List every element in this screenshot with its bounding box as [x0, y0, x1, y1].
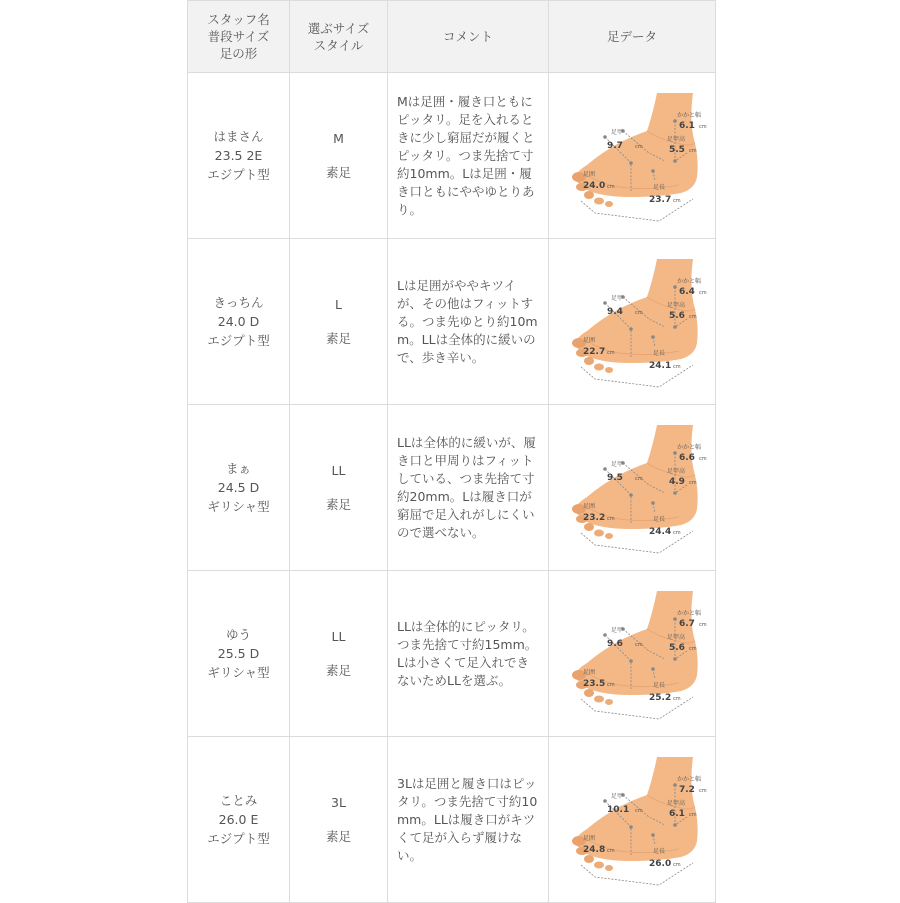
- staff-cell: [188, 405, 290, 571]
- heel-width-label: かかと幅: [677, 112, 702, 119]
- unit-label: cm: [635, 310, 643, 316]
- foot-data-cell: [549, 405, 716, 571]
- foot-shape: エジプト型: [207, 333, 270, 348]
- unit-label: cm: [689, 646, 697, 652]
- instep-label: 足甲: [611, 295, 624, 302]
- heel-width-value: 6.6: [679, 453, 695, 463]
- foot-height-value: 4.9: [669, 477, 685, 487]
- staff-name: まぁ: [225, 461, 251, 476]
- girth-value: 24.8: [583, 845, 606, 855]
- table-row: [188, 239, 716, 405]
- style: 素足: [325, 829, 351, 844]
- heel-width-label: かかと幅: [677, 610, 702, 617]
- heel-width-value: 6.4: [679, 287, 695, 297]
- usual-size: 26.0 E: [218, 812, 259, 827]
- foot-data-cell: [549, 571, 716, 737]
- staff-name: ことみ: [219, 793, 258, 808]
- size-style-cell: [290, 73, 388, 239]
- instep-label: 足甲: [611, 793, 624, 800]
- instep-label: 足甲: [611, 627, 624, 634]
- style: 素足: [325, 331, 351, 346]
- staff-cell: [188, 737, 290, 903]
- foot-height-value: 6.1: [669, 809, 685, 819]
- table-row: [188, 73, 716, 239]
- comment-cell: [388, 737, 549, 903]
- length-value: 24.1: [649, 361, 672, 371]
- instep-label: 足甲: [611, 461, 624, 468]
- staff-cell: [188, 239, 290, 405]
- unit-label: cm: [689, 480, 697, 486]
- unit-label: cm: [689, 812, 697, 818]
- length-value: 26.0: [649, 859, 672, 869]
- size-style-cell: [290, 405, 388, 571]
- unit-label: cm: [607, 848, 615, 854]
- staff-name: ゆう: [225, 627, 251, 642]
- foot-height-label: 足甲高: [667, 800, 686, 807]
- foot-shape: ギリシャ型: [207, 665, 270, 680]
- size-style-cell: [290, 737, 388, 903]
- unit-label: cm: [673, 364, 681, 370]
- unit-label: cm: [607, 516, 615, 522]
- usual-size: 25.5 D: [217, 646, 260, 661]
- unit-label: cm: [699, 788, 707, 794]
- instep-value: 9.5: [607, 473, 623, 483]
- style: 素足: [325, 663, 351, 678]
- unit-label: cm: [607, 682, 615, 688]
- table-row: [188, 571, 716, 737]
- instep-value: 10.1: [607, 805, 630, 815]
- girth-value: 22.7: [583, 347, 606, 357]
- comment-text: Mは足囲・履き口ともにピッタリ。足を入れるときに少し窮屈だが履くとピッタリ。つま先捨て寸約10mm。Lは足囲・履き口ともにややゆとりあり。: [397, 93, 535, 217]
- chosen-size: LL: [331, 463, 346, 478]
- unit-label: cm: [689, 314, 697, 320]
- foot-data-cell: [549, 737, 716, 903]
- instep-label: 足甲: [611, 129, 624, 136]
- chosen-size: L: [335, 297, 342, 312]
- unit-label: cm: [699, 290, 707, 296]
- length-label: 足長: [653, 350, 666, 357]
- header-foot-data: 足データ: [549, 1, 716, 73]
- length-value: 25.2: [649, 693, 672, 703]
- unit-label: cm: [607, 350, 615, 356]
- girth-value: 23.5: [583, 679, 606, 689]
- comment-text: 3Lは足囲と履き口はピッタリ。つま先捨て寸約10mm。LLは履き口がキツくて足が入らず履けない。: [397, 775, 538, 863]
- girth-label: 足囲: [583, 669, 596, 676]
- heel-width-value: 6.7: [679, 619, 695, 629]
- heel-width-label: かかと幅: [677, 278, 702, 285]
- table-row: [188, 737, 716, 903]
- length-label: 足長: [653, 682, 666, 689]
- chosen-size: 3L: [331, 795, 346, 810]
- comment-text: LLは全体的に緩いが、履き口と甲周りはフィットしている、つま先捨て寸約20mm。Lは履き口が窮屈で足入れがしにくいので選べない。: [397, 434, 536, 540]
- length-value: 23.7: [649, 195, 672, 205]
- girth-label: 足囲: [583, 171, 596, 178]
- chosen-size: LL: [331, 629, 346, 644]
- length-label: 足長: [653, 848, 666, 855]
- comment-cell: [388, 405, 549, 571]
- usual-size: 24.5 D: [217, 480, 260, 495]
- instep-value: 9.4: [607, 307, 623, 317]
- style: 素足: [325, 165, 351, 180]
- unit-label: cm: [699, 124, 707, 130]
- size-style-cell: [290, 571, 388, 737]
- foot-shape: エジプト型: [207, 831, 270, 846]
- instep-value: 9.7: [607, 141, 623, 151]
- unit-label: cm: [673, 198, 681, 204]
- staff-cell: [188, 73, 290, 239]
- foot-height-label: 足甲高: [667, 468, 686, 475]
- foot-height-value: 5.6: [669, 311, 685, 321]
- foot-shape: エジプト型: [207, 167, 270, 182]
- girth-value: 24.0: [583, 181, 606, 191]
- staff-cell: [188, 571, 290, 737]
- length-value: 24.4: [649, 527, 672, 537]
- foot-height-label: 足甲高: [667, 136, 686, 143]
- unit-label: cm: [673, 530, 681, 536]
- heel-width-value: 7.2: [679, 785, 695, 795]
- foot-height-label: 足甲高: [667, 302, 686, 309]
- staff-name: はまさん: [213, 129, 264, 144]
- size-comparison-table: [187, 0, 716, 903]
- foot-height-label: 足甲高: [667, 634, 686, 641]
- unit-label: cm: [673, 862, 681, 868]
- unit-label: cm: [673, 696, 681, 702]
- girth-label: 足囲: [583, 503, 596, 510]
- unit-label: cm: [699, 622, 707, 628]
- unit-label: cm: [607, 184, 615, 190]
- usual-size: 23.5 2E: [214, 148, 263, 163]
- foot-height-value: 5.5: [669, 145, 685, 155]
- unit-label: cm: [635, 476, 643, 482]
- staff-name: きっちん: [213, 295, 264, 310]
- instep-value: 9.6: [607, 639, 623, 649]
- unit-label: cm: [635, 808, 643, 814]
- header-comment: コメント: [388, 1, 549, 73]
- girth-label: 足囲: [583, 337, 596, 344]
- comment-text: Lは足囲がややキツイが、その他はフィットする。つま先ゆとり約10mm。LLは全体的に緩いので、歩き辛い。: [397, 277, 538, 365]
- heel-width-label: かかと幅: [677, 776, 702, 783]
- girth-value: 23.2: [583, 513, 606, 523]
- chosen-size: M: [333, 131, 344, 146]
- unit-label: cm: [689, 148, 697, 154]
- heel-width-label: かかと幅: [677, 444, 702, 451]
- foot-height-value: 5.6: [669, 643, 685, 653]
- comment-cell: [388, 571, 549, 737]
- usual-size: 24.0 D: [217, 314, 260, 329]
- girth-label: 足囲: [583, 835, 596, 842]
- unit-label: cm: [699, 456, 707, 462]
- foot-data-cell: [549, 239, 716, 405]
- foot-data-cell: [549, 73, 716, 239]
- comment-cell: [388, 239, 549, 405]
- unit-label: cm: [635, 642, 643, 648]
- table-row: [188, 405, 716, 571]
- header-size-style: 選ぶサイズ スタイル: [290, 1, 388, 73]
- length-label: 足長: [653, 516, 666, 523]
- length-label: 足長: [653, 184, 666, 191]
- style: 素足: [325, 497, 351, 512]
- unit-label: cm: [635, 144, 643, 150]
- foot-shape: ギリシャ型: [207, 499, 270, 514]
- comment-cell: [388, 73, 549, 239]
- heel-width-value: 6.1: [679, 121, 695, 131]
- table-header-row: [188, 1, 716, 73]
- comment-text: LLは全体的にピッタリ。つま先捨て寸約15mm。Lは小さくて足入れできないためLLを選ぶ。: [397, 618, 538, 688]
- header-staff: スタッフ名 普段サイズ 足の形: [188, 1, 290, 73]
- size-style-cell: [290, 239, 388, 405]
